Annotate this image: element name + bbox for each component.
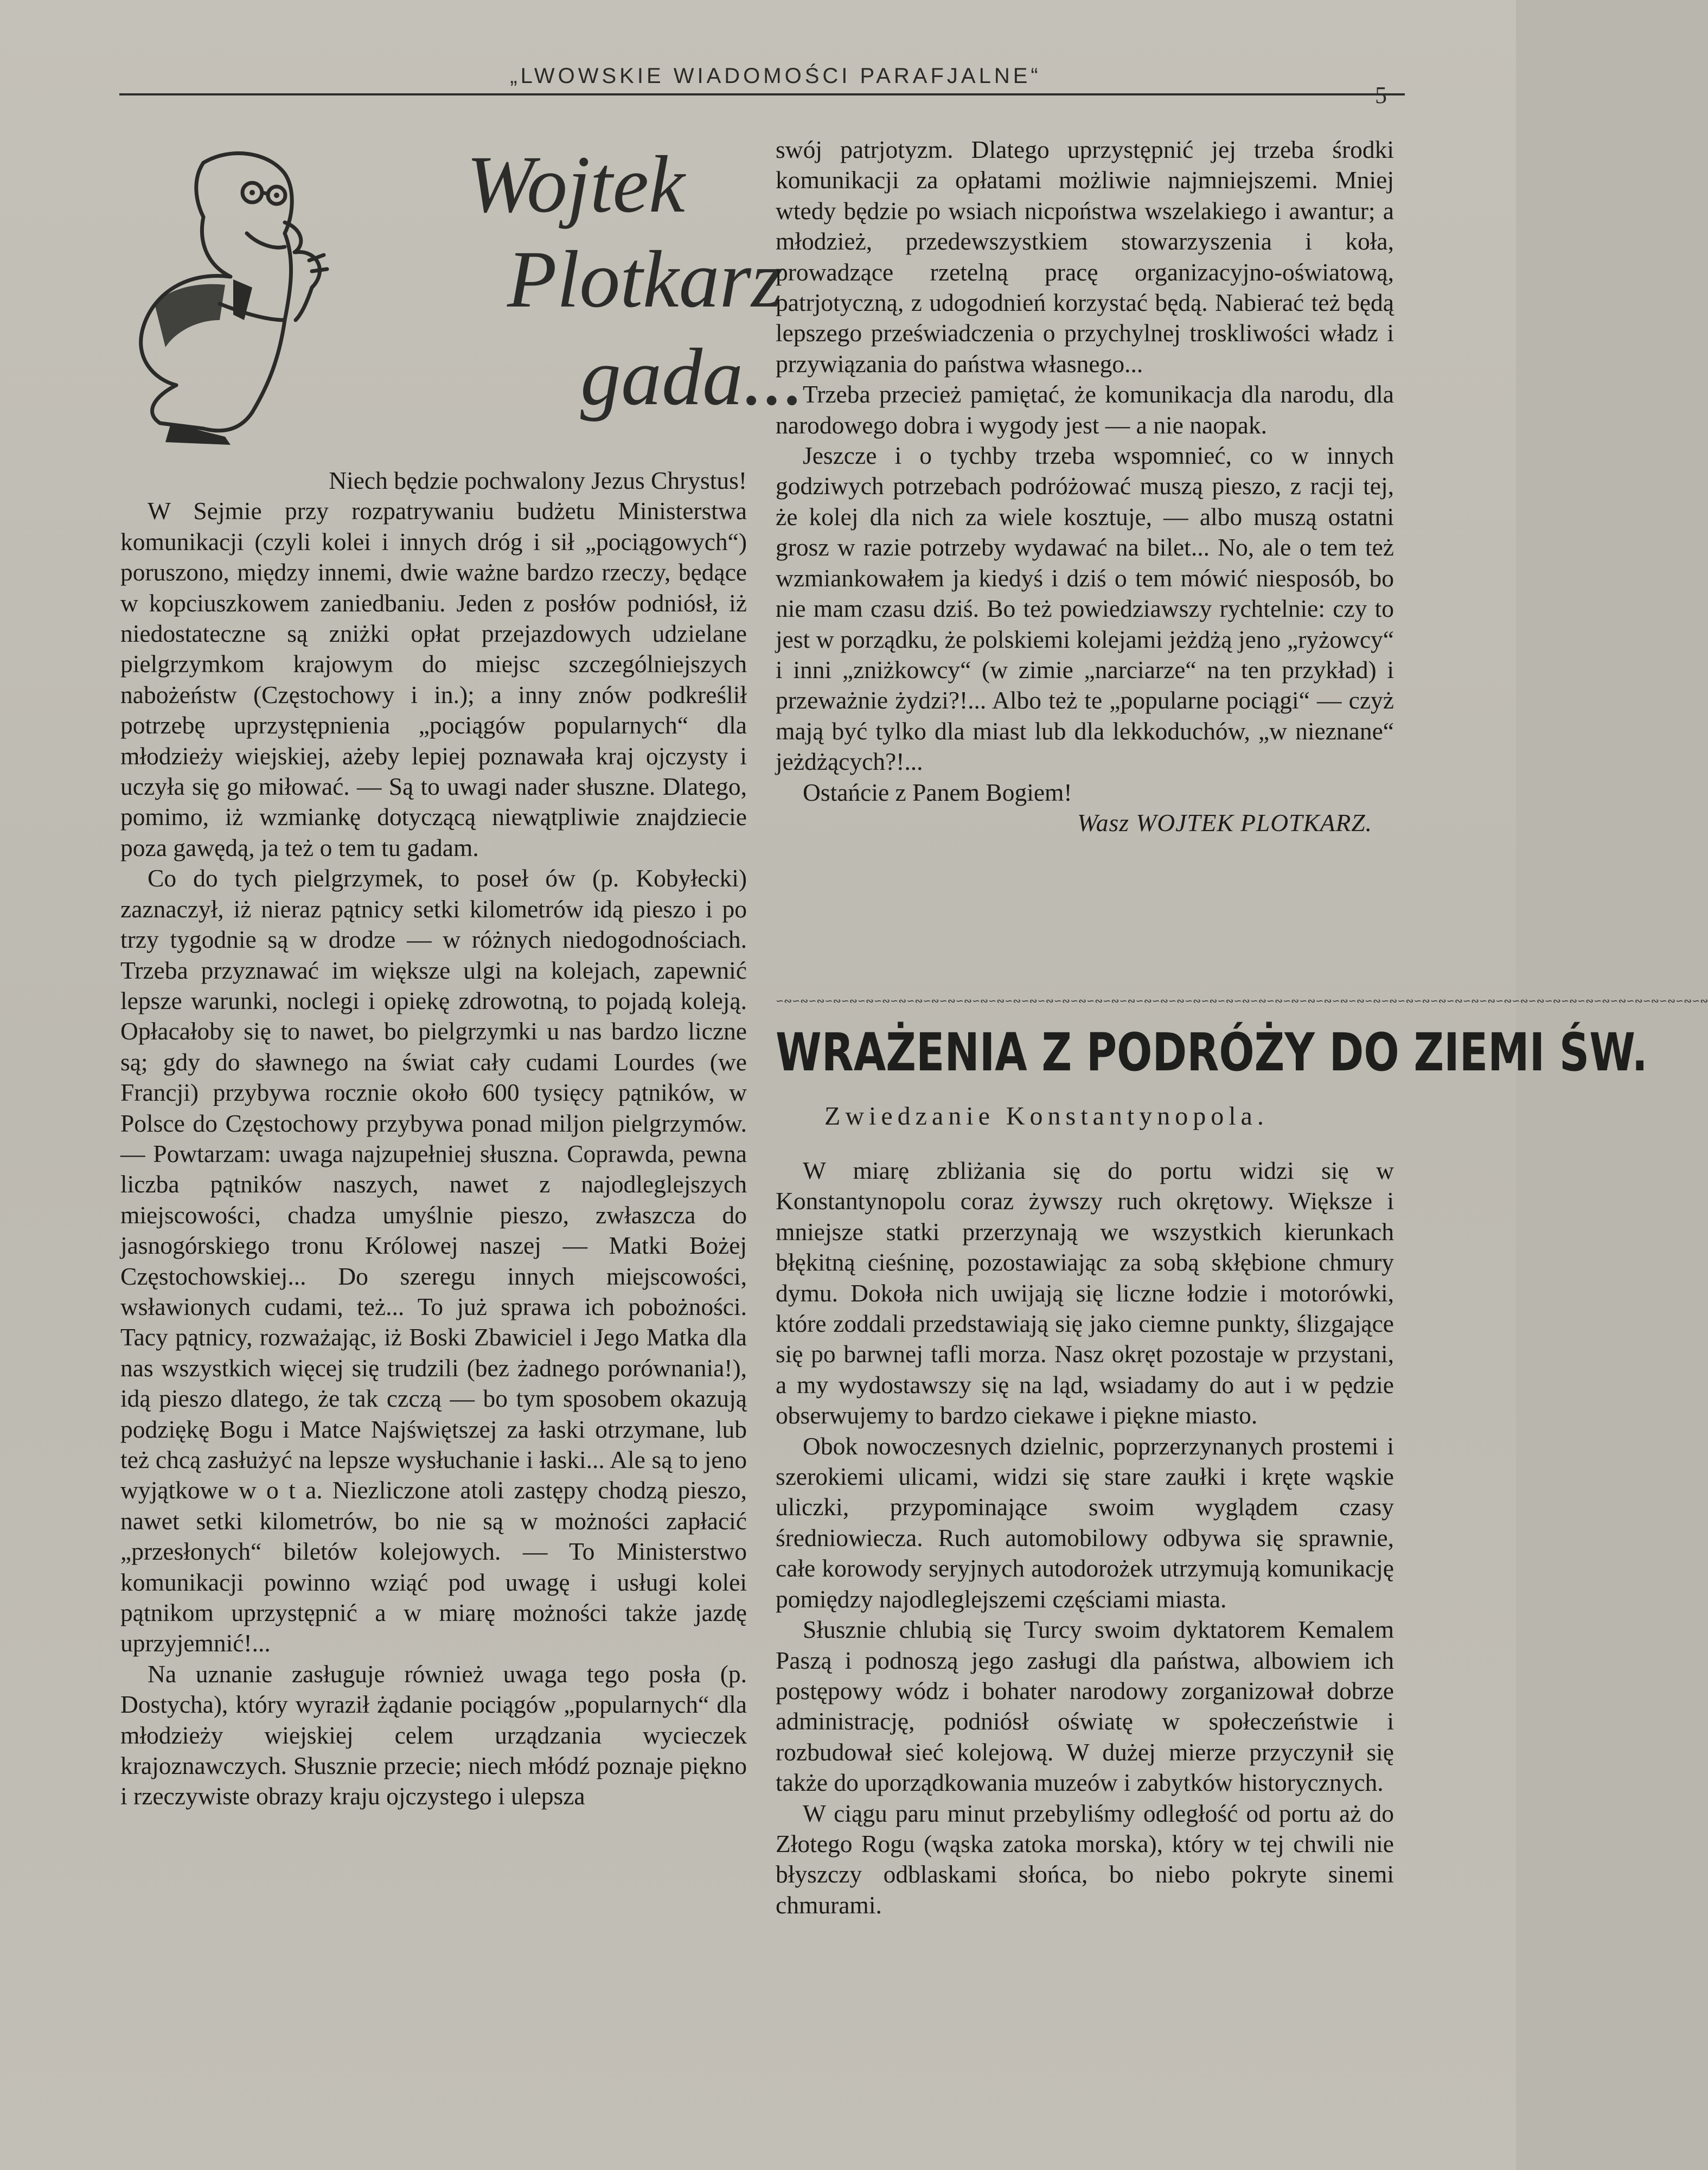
body-paragraph: W ciągu paru minut przebyliśmy odległość od portu aż do Złotego Rogu (wąska zatoka morska), który w tej chwili nie błyszczy odblaskami słońca, bo niebo pokryte sinemi chmurami.: [776, 1799, 1394, 1919]
body-paragraph: Obok nowoczesnych dzielnic, poprzerzynanych prostemi i szerokiemi ulicami, widzi się stare zaułki i kręte wąskie uliczki, przypominające swoim wyglądem czasy średniowiecza. Ruch automobilowy odbywa się sprawnie, całe korowody seryjnych autodorożek utrzymują komunikację pomiędzy najodleglejszemi częściami miasta.: [776, 1432, 1394, 1613]
header-rule: [119, 93, 1405, 95]
ornamental-divider: ∽∾∽∾∽∾∽∾∽∾∽∾∽∾∽∾∽∾∽∾∽∾∽∾∽∾∽∾∽∾∽∾∽∾∽∾∽∾∽∾∽∾∽∾∽∾∽∾∽∾∽∾∽∾∽∾∽∾∽∾∽∾∽∾∽∾∽∾∽∾∽∾∽∾∽∾∽∾∽∾∽∾∽∾∽∾∽∾∽∾∽∾∽∾∽∾∽∾∽∾∽∾∽∾∽∾∽∾∽∾∽∾∽∾: [776, 995, 1708, 1007]
article-body: [776, 1156, 1394, 1920]
running-header: „LWOWSKIE WIADOMOŚCI PARAFJALNE“: [510, 64, 1041, 88]
body-paragraph: Co do tych pielgrzymek, to poseł ów (p. Kobyłecki) zaznaczył, iż nieraz pątnicy setki kilometrów idą pieszo i po trzy tygodnie są w drodze — w różnych niedogodnościach. Trzeba przyznawać im większe ulgi na kolejach, zapewnić lepsze warunki, noclegi i opiekę zdrowotną, to pojadą koleją. Opłacałoby się to nawet, bo pielgrzymki u nas bardzo liczne są; gdy do sławnego na świat cały cudami Lourdes (we Francji) przybywa rocznie około 600 tysięcy pątników, w Polsce do Częstochowy przybywa ponad miljon pielgrzymów. — Powtarzam: uwaga najzupełniej słuszna. Coprawda, pewna liczba pątników naszych, nawet z najodleglejszych miejscowości, chadza umyślnie pieszo, zwłaszcza do jasnogórskiego tronu Królowej naszej — Matki Bożej Częstochowskiej... Do szeregu innych miejscowości, wsławionych cudami, też... To już sprawa ich pobożności. Tacy pątnicy, rozważając, iż Boski Zbawiciel i Jego Matka dla nas wszystkich więcej się trudzili (bez żadnego porównania!), idą pieszo dlatego, że tak czczą — bo tym sposobem okazują podziękę Bogu i Matce Najświętszej za łaski otrzymane, lub też chcą zasłużyć na lepsze wysłuchanie i łaski... Ale są to jeno wyjątkowe w o t a. Niezliczone atoli zastępy chodzą pieszo, nawet setki kilometrów, bo nie są w możności zapłacić „przesłonych“ biletów kolejowych. — To Ministerstwo komunikacji powinno wziąć pod uwagę i usługi kolei pątnikom uprzystępnić a w miarę możności także jazdę uprzyjemnić!...: [120, 864, 747, 1657]
column-title-line-2: Plotkarz: [507, 234, 783, 324]
article-subtitle: Zwiedzanie Konstantynopola.: [824, 1102, 1269, 1131]
right-column-top: [776, 135, 1394, 838]
left-column: [120, 465, 747, 1812]
closing-greeting: Ostańcie z Panem Bogiem!: [803, 778, 1072, 806]
signature: Wasz WOJTEK PLOTKARZ.: [1077, 808, 1372, 837]
body-paragraph: Jeszcze i o tychby trzeba wspomnieć, co w innych godziwych potrzebach podróżować muszą pieszo, z racji tej, że kolej dla nich za wiele kosztuje, — albo muszą ostatni grosz w razie potrzeby wydawać na bilet... No, ale o tem też wzmiankowałem ja kiedyś i dziś o tem mówić niesposób, bo nie mam czasu dziś. Bo też powiedziawszy rychtelnie: czy to jest w porządku, że polskiemi kolejami jeżdżą jeno „ryżowcy“ i inni „zniżkowcy“ (w zimie „narciarze“ na ten przykład) i przeważnie żydzi?!... Albo też te „popularne pociągi“ — czyż mają być tylko dla miast lub dla lekkoduchów, „w nieznane“ jeżdżących?!...: [776, 442, 1394, 776]
body-paragraph: Na uznanie zasługuje również uwaga tego posła (p. Dostycha), który wyraził żądanie pociągów „popularnych“ dla młodzieży wiejskiej celem urządzania wycieczek krajoznawczych. Słusznie przecie; niech młódź poznaje piękno i rzeczywiste obrazy kraju ojczystego i ulepsza: [120, 1660, 747, 1810]
body-paragraph: swój patrjotyzm. Dlatego uprzystępnić jej trzeba środki komunikacji za opłatami możliwie najmniejszemi. Mniej wtedy będzie po wsiach nicpoństwa wszelakiego i awantur; a młodzież, przedewszystkiem stowarzyszenia i koła, prowadzące rzetelną pracę organizacyjno-oświatową, patrjotyczną, z udogodnień korzystać będą. Nabierać też będą lepszego przeświadczenia o przychylnej troskliwości władz i przywiązania do państwa własnego...: [776, 136, 1394, 378]
caricature-illustration: [122, 141, 350, 445]
article-title: WRAŻENIA Z PODRÓŻY DO ZIEMI ŚW.: [776, 1022, 1648, 1083]
body-paragraph: W Sejmie przy rozpatrywaniu budżetu Ministerstwa komunikacji (czyli kolei i innych dróg i sił „pociągowych“) poruszono, między innemi, dwie ważne bardzo rzeczy, będące w kopciuszkowem zaniedbaniu. Jeden z posłów podniósł, iż niedostateczne są zniżki opłat przejazdowych udzielane pielgrzymkom krajowym do miejsc szczególniejszych nabożeństw (Częstochowy i in.); a inny znów podkreślił potrzebę uprzystępnienia „pociągów popularnych“ dla młodzieży wiejskiej, ażeby lepiej poznawała kraj ojczysty i uczyła się go miłować. — Są to uwagi nader słuszne. Dlatego, pomimo, iż wzmiankę dotyczącą niewątpliwie znajdziecie poza gawędą, ja też o tem tu gadam.: [120, 497, 747, 861]
body-paragraph: W miarę zbliżania się do portu widzi się w Konstantynopolu coraz żywszy ruch okrętowy. Większe i mniejsze statki przerzynają we wszystkich kierunkach błękitną cieśninę, pozostawiając za sobą skłębione chmury dymu. Dokoła nich uwijają się liczne łodzie i motorówki, które zoddali przedstawiają się jako ciemne punkty, ślizgające się po barwnej tafli morza. Nasz okręt pozostaje w przystani, a my wydostawszy się na ląd, wsiadamy do aut i w pędzie obserwujemy to bardzo ciekawe i piękne miasto.: [776, 1157, 1394, 1429]
column-title-line-1: Wojtek: [466, 139, 685, 229]
body-paragraph: Trzeba przecież pamiętać, że komunikacja dla narodu, dla narodowego dobra i wygody jest — a nie naopak.: [776, 380, 1394, 439]
greeting-paragraph: Niech będzie pochwalony Jezus Chrystus!: [329, 467, 747, 494]
body-paragraph: Słusznie chlubią się Turcy swoim dyktatorem Kemalem Paszą i podnoszą jego zasługi dla państwa, albowiem ich postępowy wódz i bohater narodowy zorganizował dobrze administrację, podniósł oświatę w społeczeństwie i rozbudował sieć kolejową. W dużej mierze przyczynił się także do uporządkowania muzeów i zabytków historycznych.: [776, 1616, 1394, 1797]
column-title-line-3: gada...: [580, 332, 804, 422]
